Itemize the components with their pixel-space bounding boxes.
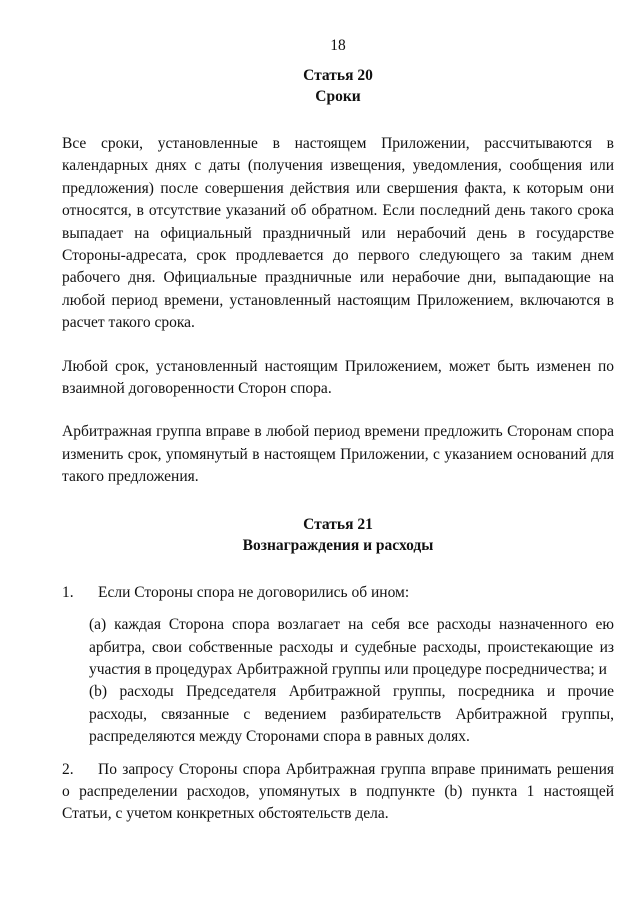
item-1-number: 1. <box>62 583 74 601</box>
item-1-text: Если Стороны спора не договорились об ином: <box>98 583 410 601</box>
item-1-subparagraph-a: (a) каждая Сторона спора возлагает на себя все расходы назначенного ею арбитра, свои собственные расходы и судебные расходы, проистекающие из участия в процедурах Арбитражной группы или процедуре посредничества; и <box>89 616 614 678</box>
article-21-item-1 <box>62 582 614 604</box>
article-20-paragraph-1: Все сроки, установленные в настоящем Приложении, рассчитываются в календарных днях с даты (получения извещения, уведомления, сообщения или предложения) после совершения действия или свершения факта, к которым они относятся, в отсутствие указаний об обратном. Если последний день такого срока выпадает на официальный праздничный или нерабочий день в государстве Стороны-адресата, срок продлевается до первого следующего за таким днем рабочего дня. Официальные праздничные или нерабочие дни, выпадающие на любой период времени, установленный настоящим Приложением, включаются в расчет такого срока. <box>62 135 614 332</box>
article-21-title: Вознаграждения и расходы <box>242 536 434 554</box>
article-21-item-2 <box>62 759 614 826</box>
article-20-heading: Статья 20 <box>303 67 373 84</box>
article-20 <box>62 65 614 489</box>
article-20-paragraph-2: Любой срок, установленный настоящим Приложением, может быть изменен по взаимной договоренности Сторон спора. <box>62 357 614 398</box>
item-2-number: 2. <box>62 760 74 778</box>
item-1-subparagraph-b: (b) расходы Председателя Арбитражной группы, посредника и прочие расходы, связанные с ведением разбирательств Арбитражной группы, распределяются между Сторонами спора в равных долях. <box>89 683 614 746</box>
article-21 <box>62 514 614 826</box>
page-number: 18 <box>330 37 346 54</box>
article-21-heading: Статья 21 <box>303 515 373 533</box>
article-20-paragraph-3: Арбитражная группа вправе в любой период времени предложить Сторонам спора изменить срок, упомянутый в настоящем Приложении, с указанием оснований для такого предложения. <box>62 423 614 486</box>
article-20-title: Сроки <box>315 88 361 105</box>
item-2-text: По запросу Стороны спора Арбитражная группа вправе принимать решения о распределении расходов, упомянутых в подпункте (b) пункта 1 настоящей Статьи, с учетом конкретных обстоятельств дела. <box>62 760 614 823</box>
